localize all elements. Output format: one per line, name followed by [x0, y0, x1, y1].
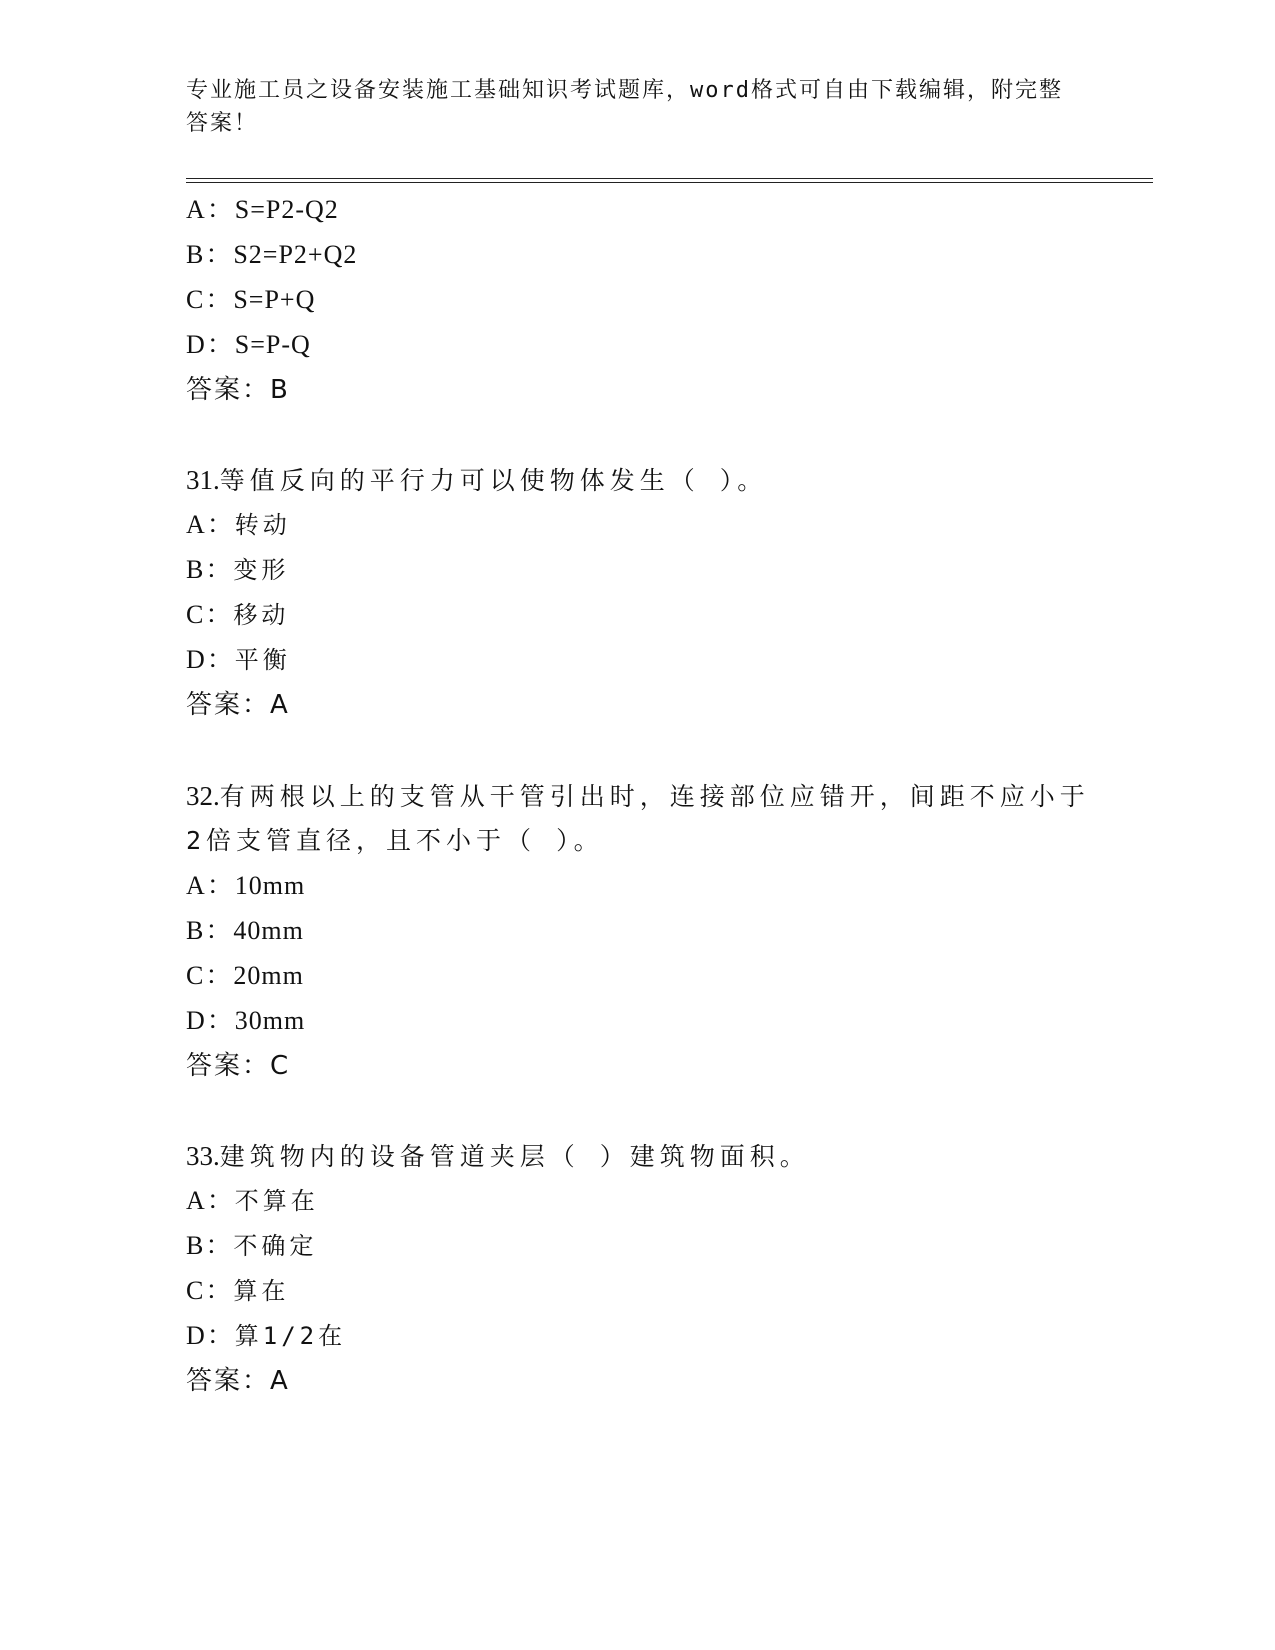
- option-text: 算在: [233, 1277, 290, 1305]
- option-text: S=P+Q: [233, 285, 316, 314]
- question-text: 有两根以上的支管从干管引出时，连接部位应错开，间距不应小于: [219, 782, 1090, 811]
- option-label: D：: [186, 330, 235, 359]
- q31-option-d: [186, 644, 291, 676]
- option-text: 10mm: [234, 871, 306, 900]
- q30-option-b: [186, 239, 357, 271]
- q31-option-c: [186, 599, 289, 631]
- q32-option-d: [186, 1005, 305, 1037]
- option-text: 20mm: [233, 961, 304, 990]
- question-text: 建筑物内的设备管道夹层（ ）建筑物面积。: [219, 1142, 810, 1171]
- q32-option-a: [186, 870, 305, 902]
- q31-option-a: [186, 509, 291, 541]
- question-text: 等值反向的平行力可以使物体发生（ ）。: [219, 466, 768, 495]
- option-label: C：: [186, 285, 234, 314]
- q32-option-c: [186, 960, 304, 992]
- option-label: B：: [186, 1231, 234, 1260]
- option-text: 40mm: [233, 916, 304, 945]
- q33-answer: 答案：A: [186, 1366, 290, 1396]
- q33-option-d: [186, 1320, 346, 1352]
- option-text: 变形: [233, 556, 290, 584]
- q30-option-c: [186, 284, 315, 316]
- option-text: S2=P2+Q2: [233, 240, 358, 269]
- q33-option-a: [186, 1185, 319, 1217]
- option-label: C：: [186, 600, 234, 629]
- q33-option-b: [186, 1230, 317, 1262]
- option-label: C：: [186, 1276, 234, 1305]
- option-label: B：: [186, 916, 234, 945]
- header-divider-top: [186, 178, 1153, 179]
- q30-option-d: [186, 329, 311, 361]
- option-text: 移动: [233, 601, 290, 629]
- option-text: 不算在: [234, 1187, 319, 1215]
- option-label: A：: [186, 871, 235, 900]
- q31-question: [186, 464, 767, 497]
- question-number: 31.: [186, 465, 220, 495]
- document-header: 专业施工员之设备安装施工基础知识考试题库，word格式可自由下载编辑，附完整答案！: [186, 78, 1063, 136]
- question-number: 32.: [186, 781, 220, 811]
- option-label: D：: [186, 1006, 235, 1035]
- q32-question-line1: [186, 780, 1090, 813]
- option-label: A：: [186, 1186, 235, 1215]
- q32-question-line2: 2倍支管直径，且不小于（ ）。: [186, 826, 604, 855]
- option-label: A：: [186, 195, 235, 224]
- option-label: D：: [186, 645, 235, 674]
- q32-answer: 答案：C: [186, 1051, 291, 1081]
- q31-answer: 答案：A: [186, 690, 290, 720]
- option-text: S=P-Q: [234, 330, 311, 359]
- option-text: 平衡: [234, 646, 291, 674]
- header-divider-bottom: [186, 182, 1153, 183]
- question-number: 33.: [186, 1141, 220, 1171]
- q30-answer: 答案：B: [186, 375, 290, 405]
- option-label: B：: [186, 240, 234, 269]
- option-label: A：: [186, 510, 235, 539]
- option-label: D：: [186, 1321, 235, 1350]
- q33-question: [186, 1140, 810, 1173]
- option-text: 转动: [234, 511, 291, 539]
- q30-option-a: [186, 194, 339, 226]
- q33-option-c: [186, 1275, 289, 1307]
- q32-option-b: [186, 915, 304, 947]
- option-label: C：: [186, 961, 234, 990]
- option-text: 算1/2在: [234, 1322, 347, 1350]
- option-text: 30mm: [234, 1006, 306, 1035]
- option-text: S=P2-Q2: [234, 195, 339, 224]
- q31-option-b: [186, 554, 289, 586]
- option-text: 不确定: [233, 1232, 318, 1260]
- option-label: B：: [186, 555, 234, 584]
